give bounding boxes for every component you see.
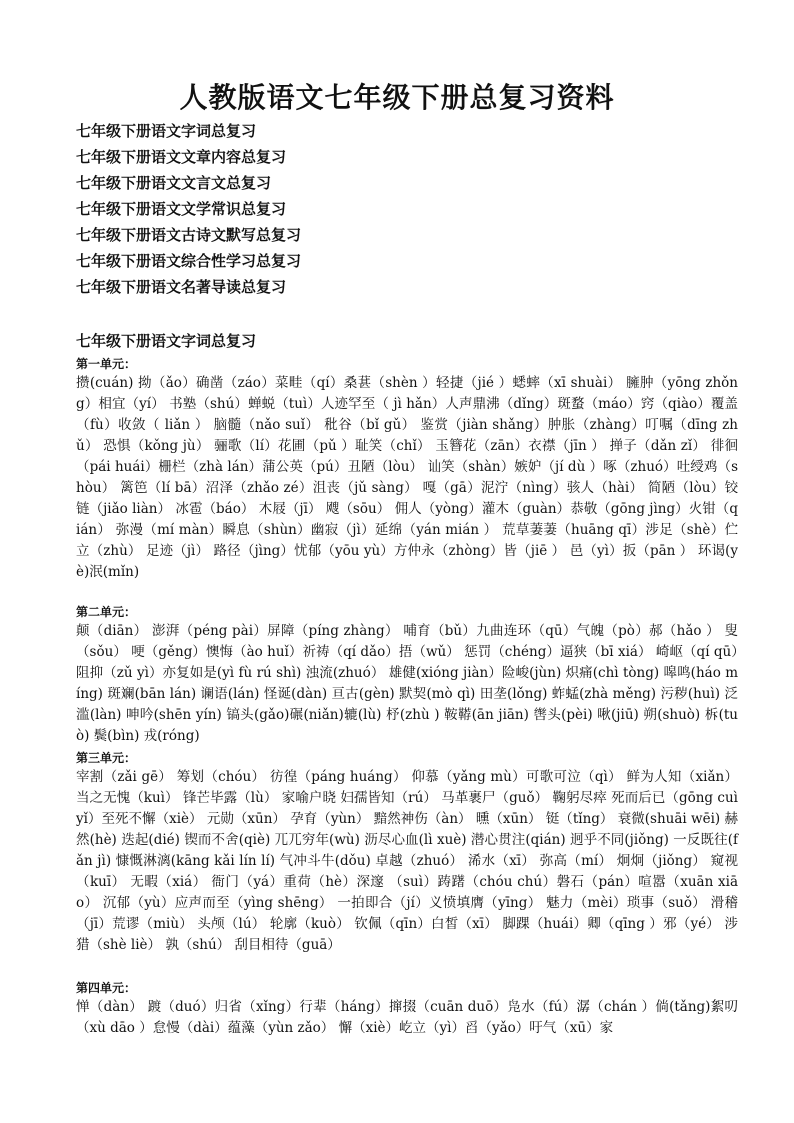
unit-label: 第三单元： [76, 751, 137, 765]
unit-vocabulary-text: 颠（diān） 澎湃（péng pài）屏障（píng zhàng） 哺育（bǔ）九曲连环（qū）气魄（pò）郝（hǎo ） 叟（sǒu） 哽（gěng）懊悔（ào huǐ）祈祷（qí dǎo）捂（wǔ） 惩罚（chéng）逼狭（bī xiá） 崎岖（qí qū）阻抑（zǔ yì）亦复如是(yì fù rú shì) 浊流(zhuó） 雄健(xióng jiàn）险峻(jùn) 炽痛(chì tòng) 嗥鸣(háo míng) 斑斓(bān lán) 谰语(lán) 怪诞(dàn) 亘古(gèn) 默契(mò qì) 田垄(lǒng) 蚱蜢(zhà měng) 污秽(huì) 泛滥(làn) 呻吟(shēn yín) 镐头(gǎo)碾(niǎn)辘(lù) 杼(zhù ) 鞍鞯(ān jiān) 辔头(pèi) 啾(jiū) 朔(shuò) 柝(tuò) 鬓(bìn) 戎(róng) [76, 623, 738, 744]
toc-item: 七年级下册语文字词总复习 [76, 122, 257, 140]
document-title: 人教版语文七年级下册总复习资料 [179, 81, 615, 114]
toc-item: 七年级下册语文古诗文默写总复习 [76, 226, 302, 244]
unit-vocabulary-text: 宰割（zǎi gē） 筹划（chóu） 彷徨（páng huáng） 仰慕（yǎng mù）可歌可泣（qì） 鲜为人知（xiǎn）当之无愧（kuì） 锋芒毕露（lù） 家喻户晓 妇孺皆知（rú） 马革裹尸（guǒ） 鞠躬尽瘁 死而后已（gōng cuì yǐ）至死不懈（xiè） 元勋（xūn） 孕育（yùn） 黯然神伤（àn） 曛（xūn） 铤（tǐng） 衰微(shuāi wēi) 赫然(hè) 迭起(dié) 锲而不舍(qiè) 兀兀穷年(wù) 沥尽心血(lì xuè) 潜心贯注(qián) 迥乎不同(jiǒng) 一反既往(fǎn jì) 慷慨淋漓(kāng kǎi lín lí) 气冲斗牛(dǒu) 卓越（zhuó） 浠水（xī） 弥高（mí） 炯炯（jiǒng） 窥视（kuī） 无暇（xiá） 衙门（yá）重荷（hè）深邃 （suì）踌躇（chóu chú）磐石（pán）喧嚣（xuān xiāo） 沉郁（yù）应声而至（yìng shēng） 一拍即合（jí）义愤填膺（yīng） 魅力（mèi）琐事（suǒ） 滑稽（jī）荒谬（miù） 头颅（lú） 轮廓（kuò） 钦佩（qīn）白皙（xī） 脚踝（huái）卿（qīng ）邪（yé） 涉猎（shè liè） 孰（shú） 刮目相待（guā） [76, 769, 738, 953]
toc-item: 七年级下册语文名著导读总复习 [76, 278, 287, 296]
unit-four-block [76, 979, 738, 1039]
table-of-contents [76, 118, 301, 300]
toc-item: 七年级下册语文文学常识总复习 [76, 200, 287, 218]
unit-label: 第四单元： [76, 981, 137, 995]
toc-item: 七年级下册语文综合性学习总复习 [76, 252, 302, 270]
unit-two-block [76, 603, 738, 747]
toc-item: 七年级下册语文文言文总复习 [76, 174, 272, 192]
unit-label: 第一单元： [76, 357, 137, 371]
section-heading: 七年级下册语文字词总复习 [76, 332, 257, 350]
toc-item: 七年级下册语文文章内容总复习 [76, 148, 287, 166]
unit-vocabulary-text: 惮（dàn） 踱（duó）归省（xǐng）行辈（háng）撺掇（cuān duō）凫水（fú）潺（chán ）倘(tǎng)絮叨（xù dāo ）怠慢（dài）蕴藻（yùn zǎo） 懈（xiè）屹立（yì）舀（yǎo）吁气（xū）家 [76, 999, 738, 1036]
unit-three-block [76, 749, 738, 956]
unit-one-block [76, 355, 738, 583]
unit-vocabulary-text: 攒(cuán) 拗（ǎo）确凿（záo）菜畦（qí）桑葚（shèn ）轻捷（jié ）蟋蟀（xī shuài） 臃肿（yōng zhǒng）相宜（yí） 书塾（shú）蝉蜕（tuì）人迹罕至（ jì hǎn）人声鼎沸（dǐng）斑蝥（máo）窍（qiào）覆盖 （fù）收敛（ liǎn ） 脑髓（nǎo suǐ） 秕谷（bǐ gǔ） 鉴赏（jiàn shǎng）肿胀（zhàng）叮嘱（dīng zhǔ） 恐惧（kǒng jù） 骊歌（lí）花圃（pǔ ）耻笑（chǐ） 玉簪花（zān）衣襟（jīn ） 掸子（dǎn zǐ） 徘徊（pái huái）栅栏（zhà lán）蒲公英（pú）丑陋（lòu） 讪笑（shàn）嫉妒（jí dù ）啄（zhuó）吐绶鸡（shòu） 篱笆（lí bā）沼泽（zhǎo zé）沮丧（jǔ sàng） 嘎（gā）泥泞（nìng）骇人（hài） 简陋（lòu）铰链（jiǎo liàn） 冰雹（báo） 木屐（jī） 飕（sōu） 佣人（yòng）灌木（guàn）恭敬（gōng jìng）火钳（qián） 弥漫（mí màn）瞬息（shùn）幽寂（jì）延绵（yán mián ） 荒草萋萋（huāng qī）涉足（shè）伫立（zhù） 足迹（jì） 路径（jìng）忧郁（yōu yù）方仲永（zhòng）皆（jiē ） 邑（yì）扳（pān ） 环谒(yè)泯(mǐn) [76, 375, 738, 580]
unit-label: 第二单元： [76, 605, 137, 619]
